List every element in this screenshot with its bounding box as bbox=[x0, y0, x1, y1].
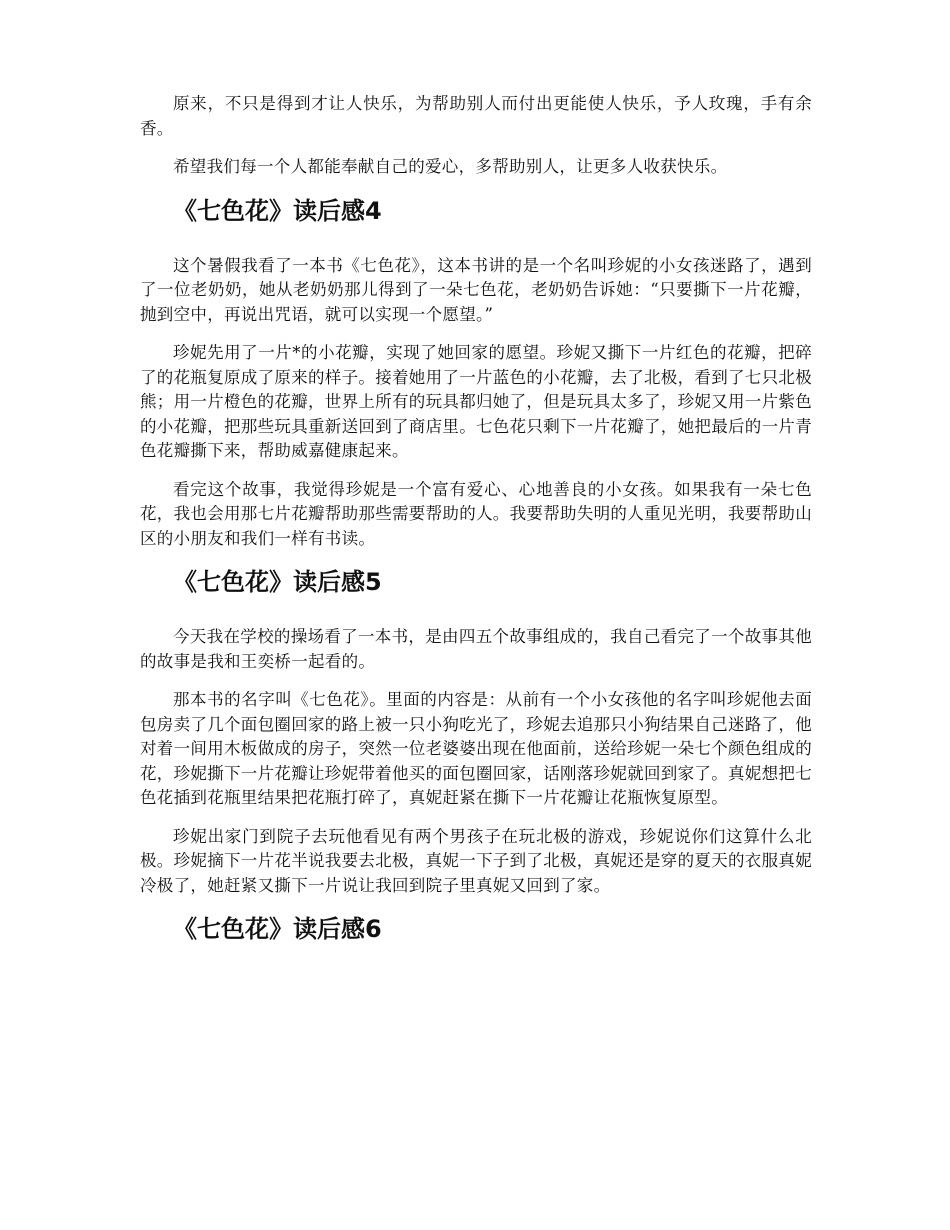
paragraph: 今天我在学校的操场看了一本书，是由四五个故事组成的，我自己看完了一个故事其他的故事是我和王奕桥一起看的。 bbox=[140, 627, 812, 671]
paragraph: 珍妮先用了一片*的小花瓣，实现了她回家的愿望。珍妮又撕下一片红色的花瓣，把碎了的花瓶复原成了原来的样子。接着她用了一片蓝色的小花瓣，去了北极，看到了七只北极熊；用一片橙色的花瓣，世界上所有的玩具都归她了，但是玩具太多了，珍妮又用一片紫色的小花瓣，把那些玩具重新送回到了商店里。七色花只剩下一片花瓣了，她把最后的一片青色花瓣撕下来，帮助威嘉健康起来。 bbox=[140, 343, 812, 460]
document-body bbox=[140, 92, 812, 972]
paragraph: 看完这个故事，我觉得珍妮是一个富有爱心、心地善良的小女孩。如果我有一朵七色花，我也会用那七片花瓣帮助那些需要帮助的人。我要帮助失明的人重见光明，我要帮助山区的小朋友和我们一样有书读。 bbox=[140, 479, 812, 548]
paragraph: 这个暑假我看了一本书《七色花》，这本书讲的是一个名叫珍妮的小女孩迷路了，遇到了一位老奶奶，她从老奶奶那儿得到了一朵七色花，老奶奶告诉她：“只要撕下一片花瓣，抛到空中，再说出咒语，就可以实现一个愿望。” bbox=[140, 255, 812, 324]
paragraph: 那本书的名字叫《七色花》。里面的内容是：从前有一个小女孩他的名字叫珍妮他去面包房卖了几个面包圈回家的路上被一只小狗吃光了，珍妮去追那只小狗结果自己迷路了，他对着一间用木板做成的房子，突然一位老婆婆出现在他面前，送给珍妮一朵七个颜色组成的花，珍妮撕下一片花瓣让珍妮带着他买的面包圈回家，话刚落珍妮就回到家了。真妮想把七色花插到花瓶里结果把花瓶打碎了，真妮赶紧在撕下一片花瓣让花瓶恢复原型。 bbox=[140, 690, 812, 807]
paragraph: 希望我们每一个人都能奉献自己的爱心，多帮助别人，让更多人收获快乐。 bbox=[173, 157, 728, 176]
section-heading: 《七色花》读后感6 bbox=[173, 915, 382, 943]
section-heading: 《七色花》读后感5 bbox=[173, 568, 382, 596]
paragraph: 原来，不只是得到才让人快乐，为帮助别人而付出更能使人快乐，予人玫瑰，手有余香。 bbox=[140, 94, 812, 138]
section-heading: 《七色花》读后感4 bbox=[173, 196, 382, 225]
paragraph: 珍妮出家门到院子去玩他看见有两个男孩子在玩北极的游戏，珍妮说你们这算什么北极。珍妮摘下一片花半说我要去北极，真妮一下子到了北极，真妮还是穿的夏天的衣服真妮冷极了，她赶紧又撕下一片说让我回到院子里真妮又回到了家。 bbox=[140, 826, 812, 895]
